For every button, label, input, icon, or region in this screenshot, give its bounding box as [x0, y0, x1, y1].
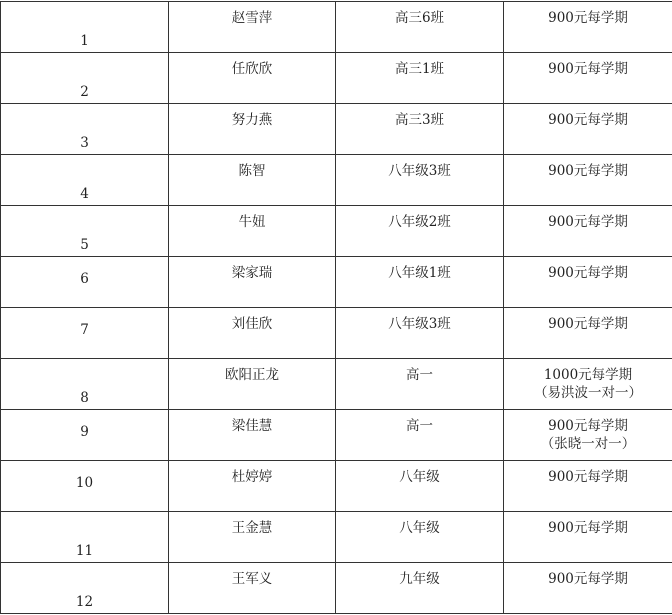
class-name: 八年级 — [399, 520, 440, 536]
row-number: 7 — [80, 322, 89, 338]
row-number: 2 — [80, 84, 89, 100]
fee-amount: 900元每学期 — [548, 418, 628, 434]
student-name: 王金慧 — [231, 520, 273, 536]
fee-cell — [504, 53, 672, 104]
fee-cell — [504, 308, 672, 359]
row-number: 11 — [75, 543, 94, 559]
table-row — [1, 410, 672, 461]
fee-cell — [504, 206, 672, 257]
table-row — [1, 155, 672, 206]
fee-cell — [504, 359, 672, 410]
class-cell — [336, 410, 504, 461]
class-name: 高三6班 — [394, 10, 445, 26]
student-name-cell — [169, 257, 336, 308]
fee-cell — [504, 257, 672, 308]
table-row — [1, 104, 672, 155]
table-row — [1, 2, 672, 53]
row-number-cell — [1, 206, 169, 257]
row-number-cell — [1, 53, 169, 104]
student-name: 欧阳正龙 — [225, 367, 279, 383]
fee-cell — [504, 2, 672, 53]
fee-amount: 900元每学期 — [548, 214, 628, 230]
student-name: 努力燕 — [231, 112, 273, 128]
student-name-cell — [169, 2, 336, 53]
student-name: 赵雪萍 — [231, 10, 273, 26]
table-row — [1, 53, 672, 104]
row-number: 5 — [80, 237, 89, 253]
student-name-cell — [169, 512, 336, 563]
fee-amount: 900元每学期 — [548, 316, 628, 332]
row-number: 3 — [80, 135, 89, 151]
student-name: 王军义 — [231, 571, 273, 587]
class-name: 八年级 — [399, 469, 440, 485]
table-row — [1, 308, 672, 359]
table-row — [1, 206, 672, 257]
row-number-cell — [1, 104, 169, 155]
student-name-cell — [169, 155, 336, 206]
class-cell — [336, 155, 504, 206]
row-number-cell — [1, 257, 169, 308]
fee-cell — [504, 155, 672, 206]
row-number-cell — [1, 2, 169, 53]
row-number-cell — [1, 461, 169, 512]
fee-cell — [504, 512, 672, 563]
class-name: 高一 — [406, 418, 433, 434]
student-name: 梁佳慧 — [231, 418, 273, 434]
class-name: 八年级1班 — [388, 265, 451, 281]
table-row — [1, 461, 672, 512]
class-cell — [336, 563, 504, 614]
class-name: 高三1班 — [394, 61, 445, 77]
student-name: 牛妞 — [238, 214, 266, 230]
row-number: 4 — [80, 186, 89, 202]
student-name: 杜婷婷 — [231, 469, 273, 485]
row-number: 12 — [75, 594, 94, 610]
row-number: 10 — [75, 475, 94, 491]
fee-amount: 900元每学期 — [548, 469, 628, 485]
student-name: 任欣欣 — [231, 61, 273, 77]
class-name: 八年级3班 — [388, 316, 451, 332]
class-name: 八年级3班 — [388, 163, 451, 179]
fee-amount: 900元每学期 — [548, 571, 628, 587]
fee-cell — [504, 104, 672, 155]
row-number-cell — [1, 308, 169, 359]
row-number: 9 — [80, 424, 89, 440]
class-name: 八年级2班 — [388, 214, 451, 230]
table-row — [1, 257, 672, 308]
row-number-cell — [1, 410, 169, 461]
fee-amount: 900元每学期 — [548, 163, 628, 179]
fee-cell — [504, 461, 672, 512]
class-cell — [336, 512, 504, 563]
student-name-cell — [169, 359, 336, 410]
fee-amount: 900元每学期 — [548, 112, 628, 128]
table-row — [1, 359, 672, 410]
student-name-cell — [169, 410, 336, 461]
class-name: 高三3班 — [394, 112, 445, 128]
fee-cell — [504, 410, 672, 461]
fee-cell — [504, 563, 672, 614]
class-cell — [336, 359, 504, 410]
row-number-cell — [1, 155, 169, 206]
class-cell — [336, 104, 504, 155]
class-cell — [336, 2, 504, 53]
student-name-cell — [169, 563, 336, 614]
row-number: 8 — [80, 390, 89, 406]
table-row — [1, 563, 672, 614]
row-number: 6 — [80, 271, 89, 287]
class-name: 九年级 — [399, 571, 440, 587]
class-cell — [336, 206, 504, 257]
student-name-cell — [169, 206, 336, 257]
row-number-cell — [1, 359, 169, 410]
table-row — [1, 512, 672, 563]
fee-amount: 900元每学期 — [548, 520, 628, 536]
class-cell — [336, 308, 504, 359]
fee-amount: 900元每学期 — [548, 10, 628, 26]
class-name: 高一 — [406, 367, 433, 383]
row-number-cell — [1, 563, 169, 614]
student-name: 梁家瑞 — [231, 265, 273, 281]
fee-amount: 900元每学期 — [548, 61, 628, 77]
class-cell — [336, 461, 504, 512]
row-number-cell — [1, 512, 169, 563]
fee-amount: 1000元每学期 — [543, 367, 633, 383]
student-name: 刘佳欣 — [231, 316, 273, 332]
fee-note: （易洪波一对一） — [534, 385, 642, 401]
class-cell — [336, 257, 504, 308]
fee-amount: 900元每学期 — [548, 265, 628, 281]
fee-note: （张晓一对一） — [540, 436, 636, 452]
student-name-cell — [169, 461, 336, 512]
student-name-cell — [169, 104, 336, 155]
class-cell — [336, 53, 504, 104]
student-name-cell — [169, 53, 336, 104]
student-fee-table — [0, 1, 672, 614]
row-number: 1 — [80, 33, 89, 49]
student-name-cell — [169, 308, 336, 359]
student-name: 陈智 — [238, 163, 266, 179]
